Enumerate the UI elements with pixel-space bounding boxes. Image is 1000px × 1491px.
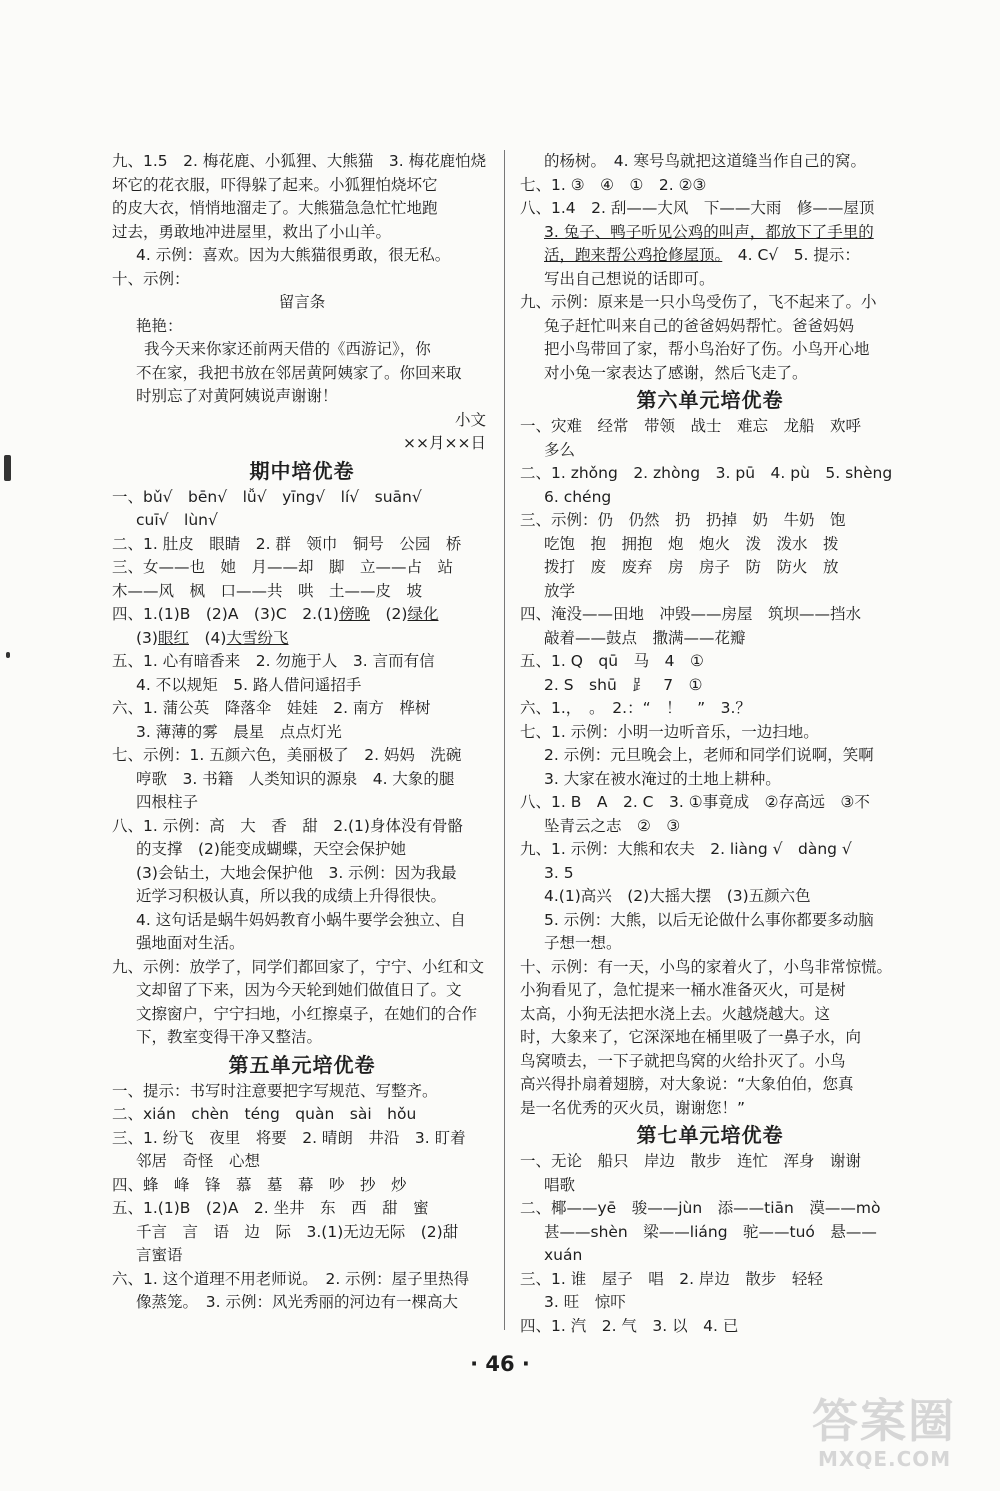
note-body: 我今天来你家还前两天借的《西游记》，你 (144, 340, 431, 358)
text-line: 五、1.(1)B (2)A 2. 坐井 东 西 甜 蜜 (112, 1199, 429, 1217)
text-line: 3. 旺 惊吓 (544, 1293, 626, 1311)
text-line: 二、1. 肚皮 眼睛 2. 群 领巾 铜号 公园 桥 (112, 534, 462, 553)
section-heading: 第七单元培优卷 (636, 1123, 784, 1147)
note-signature: 小文 (454, 410, 486, 429)
text-line: 4.(1)高兴 (2)大摇大摆 (3)五颜六色 (544, 887, 811, 905)
text-line: 对小兔一家表达了感谢，然后飞走了。 (544, 363, 808, 382)
text-segment: (3) (136, 628, 158, 647)
underlined-answer: 眼红 (157, 628, 189, 647)
text-line: 四根柱子 (136, 793, 199, 811)
text-line: 4. 不以规矩 5. 路人借问遥招手 (136, 675, 362, 694)
text-line: 把小鸟带回了家，帮小鸟治好了伤。小鸟开心地 (544, 340, 870, 358)
left-column (112, 150, 492, 1315)
text-line: 三、女——也 她 月——却 脚 立——占 站 (112, 558, 454, 576)
text-line: 文擦窗户，宁宁扫地，小红擦桌子，在她们的合作 (136, 1004, 478, 1023)
text-line: 二、椰——yē 骏——jùn 添——tiān 漠——mò (520, 1199, 881, 1217)
text-line: 一、无论 船只 岸边 散步 连忙 浑身 谢谢 (520, 1152, 862, 1170)
text-line: 的皮大衣，悄悄地溜走了。大熊猫急急忙忙地跑 (112, 199, 438, 217)
text-line: 七、示例：1. 五颜六色，美丽极了 2. 妈妈 洗碗 (112, 746, 462, 764)
text-line: 千言 言 语 边 际 3.(1)无边无际 (2)甜 (136, 1222, 459, 1241)
text-line: 太高，小狗无法把水浇上去。火越烧越大。这 (520, 1004, 831, 1023)
section-heading: 第六单元培优卷 (636, 388, 784, 412)
text-line: 二、1. zhǒng 2. zhòng 3. pū 4. pù 5. shèng (520, 464, 893, 482)
text-line: 是一名优秀的灭火员，谢谢您！” (520, 1098, 746, 1117)
note-body: 时别忘了对黄阿姨说声谢谢！ (136, 387, 338, 405)
text-line: 唱歌 (544, 1175, 576, 1194)
text-line (112, 627, 492, 651)
text-line: 高兴得扑扇着翅膀，对大象说：“大象伯伯，您真 (520, 1075, 854, 1093)
text-line: 五、1. Q qū 马 4 ① (520, 652, 704, 670)
column-divider (504, 150, 505, 1330)
text-line: 吃饱 抱 拥抱 炮 炮火 泼 泼水 拨 (544, 534, 839, 553)
right-column (520, 150, 900, 1338)
text-line: 八、1. 示例：高 大 香 甜 2.(1)身体没有骨骼 (112, 816, 463, 835)
text-line: 放学 (544, 581, 576, 600)
text-line: 像蒸笼。 3. 示例：风光秀丽的河边有一棵高大 (136, 1293, 458, 1311)
text-line: 九、示例：原来是一只小鸟受伤了，飞不起来了。小 (520, 293, 877, 311)
text-segment: (2) (385, 605, 408, 623)
underlined-answer: 3. 兔子、鸭子听见公鸡的叫声，都放下了手里的 (544, 222, 874, 241)
text-line: 十、示例：有一天，小鸟的家着火了，小鸟非常惊慌。 (520, 957, 893, 976)
note-title: 留言条 (278, 293, 326, 311)
section-heading: 期中培优卷 (249, 458, 355, 483)
text-line: 哼歌 3. 书籍 人类知识的源泉 4. 大象的腿 (136, 769, 455, 788)
text-line: 过去，勇敢地冲进屋里，救出了小山羊。 (112, 222, 392, 241)
text-line: 九、1. 示例：大熊和农夫 2. liàng √ dàng √ (520, 840, 852, 858)
text-line: 二、xián chèn téng quàn sài hǒu (112, 1105, 417, 1123)
text-line: 六、1. 这个道理不用老师说。 2. 示例：屋子里热得 (112, 1269, 470, 1288)
text-line: 拨打 废 废弃 房 房子 防 防火 放 (544, 558, 839, 576)
text-line: 5. 示例：大熊，以后无论做什么事你都要多动脑 (544, 910, 874, 929)
text-line: 一、提示：书写时注意要把字写规范、写整齐。 (112, 1081, 438, 1100)
text-line: 写出自己想说的话即可。 (544, 269, 715, 288)
text-line: 4. 这句话是蜗牛妈妈教育小蜗牛要学会独立、自 (136, 910, 466, 929)
text-line: 4. 示例：喜欢。因为大熊猫很勇敢，很无私。 (136, 246, 451, 264)
text-line: 木——风 枫 口——共 哄 土——皮 坡 (112, 581, 423, 600)
text-line: 6. chéng (544, 487, 612, 506)
text-line: 下，教室变得干净又整洁。 (136, 1028, 323, 1046)
note-date: ××月××日 (403, 434, 486, 452)
text-line: 坠青云之志 ② ③ (544, 816, 681, 835)
text-line: 3. 5 (544, 863, 574, 882)
text-line (520, 244, 900, 268)
text-segment: 4. C√ 5. 提示： (737, 246, 860, 264)
text-line: 三、1. 谁 屋子 唱 2. 岸边 散步 轻轻 (520, 1269, 823, 1288)
text-line: 九、1.5 2. 梅花鹿、小狐狸、大熊猫 3. 梅花鹿怕烧 (112, 152, 487, 170)
text-line: 六、1.， 。 2.：“ ！ ” 3.？ (520, 699, 751, 717)
text-line: 邻居 奇怪 心想 (136, 1152, 261, 1170)
watermark-url: MXQE.COM (818, 1447, 952, 1471)
text-line: 十、示例： (112, 269, 190, 288)
text-line: 言蜜语 (136, 1246, 183, 1264)
page-number: · 46 · (470, 1352, 530, 1376)
text-line: 九、示例：放学了，同学们都回家了，宁宁、小红和文 (112, 957, 485, 976)
watermark-logo (812, 1395, 956, 1471)
text-line: 五、1. 心有暗香来 2. 勿施于人 3. 言而有信 (112, 652, 435, 670)
underlined-answer: 绿化 (407, 605, 439, 623)
text-line: 强地面对生活。 (136, 934, 245, 952)
note-body: 不在家，我把书放在邻居黄阿姨家了。你回来取 (136, 363, 462, 382)
text-line: 三、示例：仍 仍然 扔 扔掉 奶 牛奶 饱 (520, 511, 846, 529)
underlined-answer: 大雪纷飞 (226, 628, 289, 647)
text-line: 坏它的花衣服，吓得躲了起来。小狐狸怕烧坏它 (112, 175, 438, 194)
text-line: 2. S shū ⻊ 7 ① (544, 675, 703, 694)
text-line: 三、1. 纷飞 夜里 将要 2. 晴朗 井沿 3. 盯着 (112, 1128, 466, 1147)
text-line: 3. 大家在被水淹过的土地上耕种。 (544, 769, 781, 788)
note-salutation: 艳艳： (136, 316, 183, 335)
text-line: 七、1. ③ ④ ① 2. ②③ (520, 175, 707, 194)
scan-mark (6, 652, 10, 658)
text-line: xuán (544, 1246, 583, 1264)
text-line: 七、1. 示例：小明一边听音乐，一边扫地。 (520, 722, 819, 741)
text-line: 兔子赶忙叫来自己的爸爸妈妈帮忙。爸爸妈妈 (544, 316, 855, 335)
text-line: 2. 示例：元旦晚会上，老师和同学们说啊，笑啊 (544, 746, 874, 764)
text-line: 一、灾难 经常 带领 战士 难忘 龙船 欢呼 (520, 417, 862, 435)
text-line: 鸟窝喷去，一下子就把鸟窝的火给扑灭了。小鸟 (520, 1051, 846, 1070)
text-line: 小狗看见了，急忙提来一桶水准备灭火，可是树 (520, 981, 846, 999)
text-line: 四、蜂 峰 锋 慕 墓 幕 吵 抄 炒 (112, 1175, 407, 1194)
text-segment: (4) (204, 628, 227, 647)
section-heading: 第五单元培优卷 (228, 1052, 376, 1077)
text-line: 四、淹没——田地 冲毁——房屋 筑坝——挡水 (520, 605, 862, 623)
text-line: 文却留了下来，因为今天轮到她们做值日了。文 (136, 981, 462, 999)
text-line: 的支撑 (2)能变成蝴蝶，天空会保护她 (136, 840, 406, 858)
text-line (112, 603, 492, 627)
text-line: 敲着——鼓点 撒满——花瓣 (544, 628, 746, 647)
text-line: (3)会钻土，大地会保护他 3. 示例：因为我最 (136, 863, 457, 882)
text-line: 的杨树。 4. 寒号鸟就把这道缝当作自己的窝。 (544, 152, 866, 170)
text-segment: 四、1.(1)B (2)A (3)C 2.(1) (112, 605, 339, 623)
text-line: 时，大象来了，它深深地在桶里吸了一鼻子水，向 (520, 1028, 862, 1046)
text-line: 甚——shèn 梁——liáng 驼——tuó 悬—— (544, 1222, 877, 1241)
underlined-answer: 活，跑来帮公鸡抢修屋顶。 (544, 246, 723, 264)
text-line: 近学习积极认真，所以我的成绩上升得很快。 (136, 887, 447, 905)
text-line: 八、1.4 2. 刮——大风 下——大雨 修——屋顶 (520, 199, 875, 217)
text-line: 多么 (544, 440, 576, 459)
text-line: 八、1. B A 2. C 3. ①事竟成 ②存高远 ③不 (520, 793, 870, 811)
text-line: 子想一想。 (544, 934, 622, 952)
underlined-answer: 傍晚 (338, 605, 370, 623)
text-line: 一、bǔ√ bēn√ lǚ√ yīng√ lí√ suān√ (112, 487, 422, 506)
text-line: 四、1. 汽 2. 气 3. 以 4. 已 (520, 1316, 739, 1335)
text-line: 六、1. 蒲公英 降落伞 娃娃 2. 南方 桦树 (112, 699, 431, 717)
text-line: 3. 薄薄的雾 晨星 点点灯光 (136, 722, 342, 741)
text-line: cuī√ lùn√ (136, 511, 218, 529)
scan-mark (4, 455, 11, 481)
watermark-text: 答案圈 (812, 1394, 956, 1448)
